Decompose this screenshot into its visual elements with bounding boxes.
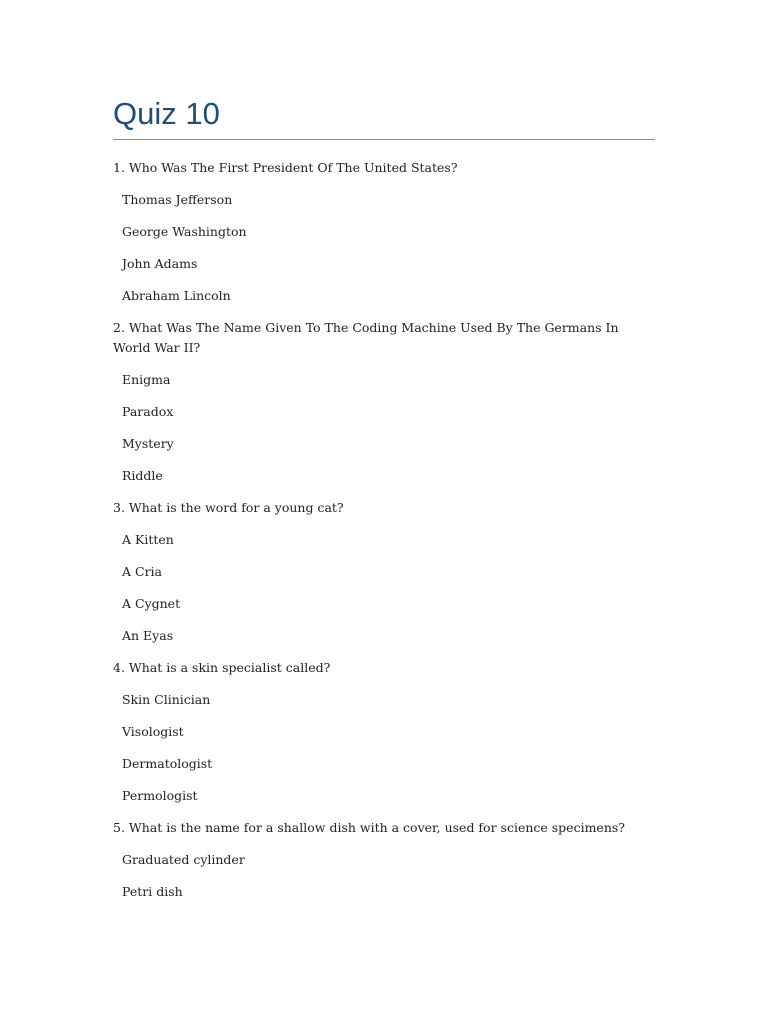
question-text: 5. What is the name for a shallow dish with a cover, used for science specimens? <box>113 820 625 835</box>
question-text: 2. What Was The Name Given To The Coding Machine Used By The Germans In World War II? <box>113 320 619 355</box>
question-2 <box>113 318 655 486</box>
answer-option: Petri dish <box>122 884 183 899</box>
answer-option: Skin Clinician <box>122 692 211 707</box>
answer-option: George Washington <box>122 224 247 239</box>
answer-option: Enigma <box>122 372 171 387</box>
title-divider <box>113 139 655 140</box>
question-3 <box>113 498 655 646</box>
question-4 <box>113 658 655 806</box>
answer-option: Visologist <box>122 724 184 739</box>
answer-option: Abraham Lincoln <box>122 288 231 303</box>
answer-option: A Kitten <box>122 532 174 547</box>
answer-option: Graduated cylinder <box>122 852 245 867</box>
question-1 <box>113 158 655 306</box>
answer-option: Permologist <box>122 788 198 803</box>
answer-option: A Cria <box>122 564 162 579</box>
answer-option: John Adams <box>122 256 198 271</box>
answer-option: An Eyas <box>122 628 174 643</box>
quiz-body <box>113 158 655 914</box>
question-text: 4. What is a skin specialist called? <box>113 660 331 675</box>
page-title: Quiz 10 <box>113 96 220 131</box>
answer-option: Thomas Jefferson <box>122 192 233 207</box>
answer-option: Riddle <box>122 468 163 483</box>
answer-option: Paradox <box>122 404 174 419</box>
question-text: 3. What is the word for a young cat? <box>113 500 344 515</box>
answer-option: Dermatologist <box>122 756 213 771</box>
question-text: 1. Who Was The First President Of The United States? <box>113 160 458 175</box>
question-5 <box>113 818 655 902</box>
answer-option: A Cygnet <box>122 596 181 611</box>
answer-option: Mystery <box>122 436 174 451</box>
